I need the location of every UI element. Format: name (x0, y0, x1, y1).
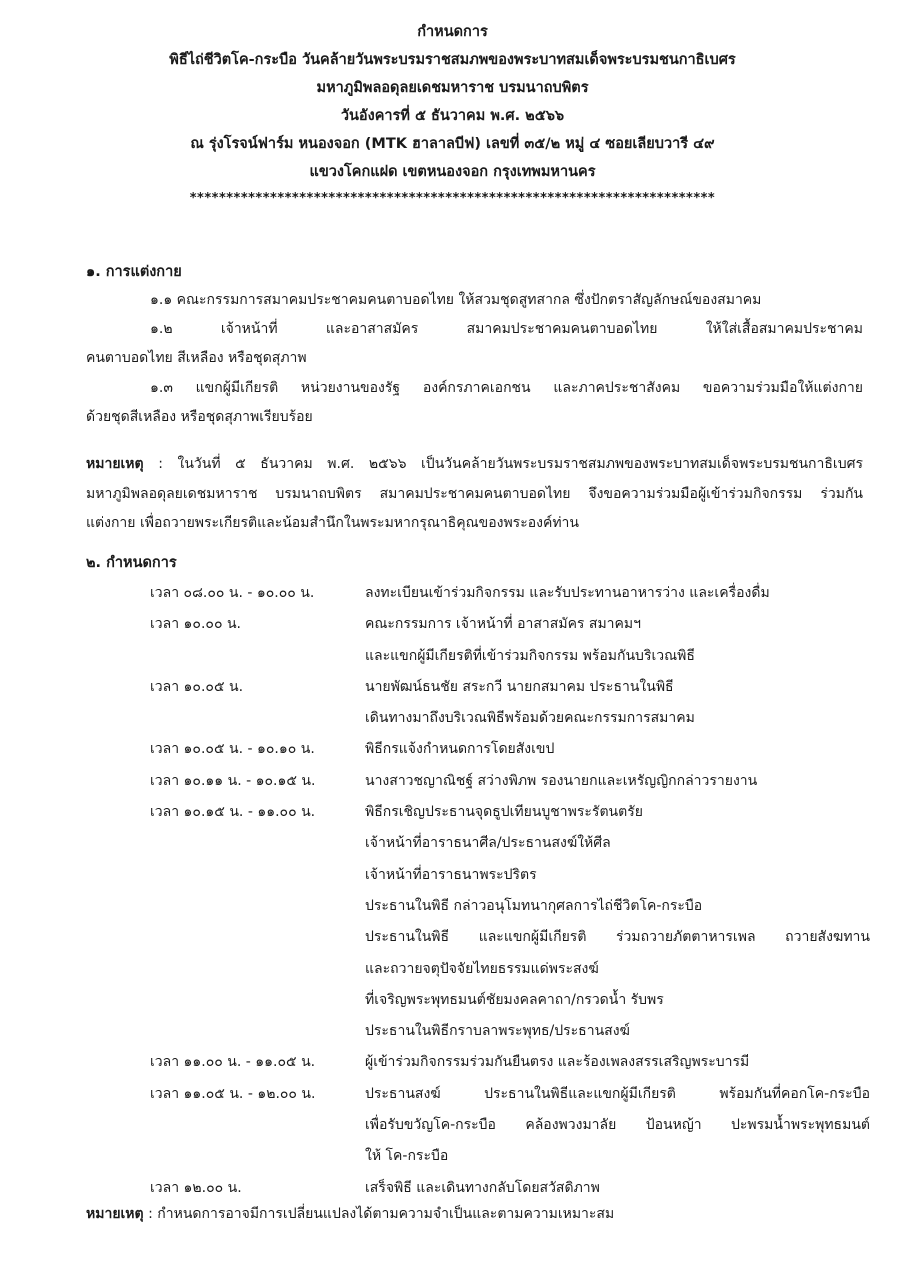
schedule-activity-line: ลงทะเบียนเข้าร่วมกิจกรรม และรับประทานอาหารว่าง และเครื่องดื่ม (365, 585, 770, 601)
schedule-row (150, 1047, 870, 1078)
schedule-row (150, 797, 870, 1047)
schedule-activity-line: ให้ โค-กระบือ (365, 1148, 449, 1165)
note-2-label: หมายเหตุ (86, 1206, 144, 1222)
schedule-activity-line: เดินทางมาถึงบริเวณพิธีพร้อมด้วยคณะกรรมการสมาคม (365, 710, 695, 727)
schedule-activity-line: เจ้าหน้าที่อาราธนาพระปริตร (365, 866, 537, 883)
note-2-text: : กำหนดการอาจมีการเปลี่ยนแปลงได้ตามความจำเป็นและตามความเหมาะสม (148, 1206, 615, 1222)
schedule-activities (365, 734, 870, 765)
schedule-row (150, 1079, 870, 1173)
note-1-line-2: มหาภูมิพลอดุลยเดชมหาราช บรมนาถบพิตร สมาคมประชาคมคนตาบอดไทย จึงขอความร่วมมือผู้เข้าร่วมกิจกรรม ร่วมกัน (86, 486, 863, 502)
schedule-activities (365, 609, 870, 672)
schedule-row (150, 578, 870, 609)
dress-item-3-line-1: ๑.๓ แขกผู้มีเกียรติ หน่วยงานของรัฐ องค์กรภาคเอกชน และภาคประชาสังคม ขอความร่วมมือให้แต่งกาย (150, 380, 863, 396)
schedule-activity-line: เพื่อรับขวัญโค-กระบือ คล้องพวงมาลัย ป้อนหญ้า ปะพรมน้ำพระพุทธมนต์ (365, 1117, 870, 1134)
schedule-activity-line: ประธานในพิธี และแขกผู้มีเกียรติ ร่วมถวายภัตตาหารเพล ถวายสังฆทาน (365, 929, 870, 946)
note-1-label: หมายเหตุ (86, 456, 144, 472)
schedule-time: เวลา ๑๑.๐๕ น. - ๑๒.๐๐ น. (150, 1085, 316, 1102)
schedule-activity-line: ผู้เข้าร่วมกิจกรรมร่วมกันยืนตรง และร้องเพลงสรรเสริญพระบารมี (365, 1054, 750, 1071)
schedule-row (150, 609, 870, 672)
schedule-activity-line: พิธีกรเชิญประธานจุดธูปเทียนบูชาพระรัตนตรัย (365, 804, 643, 821)
header-line-1: พิธีไถ่ชีวิตโค-กระบือ วันคล้ายวันพระบรมราชสมภพของพระบาทสมเด็จพระบรมชนกาธิเบศร (169, 52, 736, 68)
note-2 (86, 1200, 614, 1228)
schedule-activity-line: เสร็จพิธี และเดินทางกลับโดยสวัสดิภาพ (365, 1179, 600, 1196)
note-1-text: : ในวันที่ ๕ ธันวาคม พ.ศ. ๒๕๖๖ เป็นวันคล้ายวันพระบรมราชสมภพของพระบาทสมเด็จพระบรมชนกาธิเบศร (158, 456, 864, 472)
schedule-activities (365, 578, 870, 609)
schedule-activity-line: ที่เจริญพระพุทธมนต์ชัยมงคลคาถา/กรวดน้ำ รับพร (365, 991, 664, 1008)
schedule-time: เวลา ๑๐.๐๐ น. (150, 616, 241, 633)
schedule-activity-line: ประธานในพิธี กล่าวอนุโมทนากุศลการไถ่ชีวิตโค-กระบือ (365, 897, 703, 914)
header-line-3: วันอังคารที่ ๕ ธันวาคม พ.ศ. ๒๕๖๖ (340, 108, 565, 124)
schedule-activities (365, 766, 870, 797)
schedule-time: เวลา ๑๐.๐๕ น. - ๑๐.๑๐ น. (150, 741, 315, 758)
schedule-row (150, 766, 870, 797)
header-line-2: มหาภูมิพลอดุลยเดชมหาราช บรมนาถบพิตร (316, 80, 589, 96)
schedule-row (150, 672, 870, 735)
note-1-line-3: แต่งกาย เพื่อถวายพระเกียรติและน้อมสำนึกในพระมหากรุณาธิคุณของพระองค์ท่าน (86, 515, 579, 531)
dress-item-2-line-1: ๑.๒ เจ้าหน้าที่ และอาสาสมัคร สมาคมประชาคมคนตาบอดไทย ให้ใส่เสื้อสมาคมประชาคม (150, 321, 863, 337)
section-1-heading: ๑. การแต่งกาย (86, 264, 182, 280)
star-divider: ************************************************************************ (189, 191, 716, 206)
dress-item-1: ๑.๑ คณะกรรมการสมาคมประชาคมคนตาบอดไทย ให้สวมชุดสูทสากล ซึ่งปักตราสัญลักษณ์ของสมาคม (150, 292, 762, 308)
schedule-time: เวลา ๑๐.๑๑ น. - ๑๐.๑๕ น. (150, 772, 316, 789)
schedule-activities (365, 1047, 870, 1078)
section-2-heading: ๒. กำหนดการ (86, 555, 177, 571)
schedule-activity-line: ประธานสงฆ์ ประธานในพิธีและแขกผู้มีเกียรติ พร้อมกันที่คอกโค-กระบือ (365, 1085, 870, 1102)
schedule-activity-line: เจ้าหน้าที่อาราธนาศีล/ประธานสงฆ์ให้ศีล (365, 835, 611, 852)
schedule-activity-line: คณะกรรมการ เจ้าหน้าที่ อาสาสมัคร สมาคมฯ (365, 616, 641, 633)
dress-item-3-line-2: ด้วยชุดสีเหลือง หรือชุดสุภาพเรียบร้อย (86, 409, 313, 425)
schedule-activity-line: และถวายจตุปัจจัยไทยธรรมแด่พระสงฆ์ (365, 960, 599, 977)
schedule-activity-line: นางสาวชญาณิชฐ์ สว่างพิภพ รองนายกและเหรัญญิกกล่าวรายงาน (365, 772, 758, 789)
schedule-activities (365, 1079, 870, 1173)
header-line-5: แขวงโคกแฝด เขตหนองจอก กรุงเทพมหานคร (309, 164, 596, 180)
schedule-activities (365, 797, 870, 1047)
schedule-activities (365, 672, 870, 735)
note-1-line-1 (86, 450, 863, 478)
schedule-list (150, 578, 870, 1204)
schedule-time: เวลา ๑๐.๑๕ น. - ๑๑.๐๐ น. (150, 804, 316, 821)
schedule-time: เวลา ๑๐.๐๕ น. (150, 678, 244, 695)
schedule-activity-line: ประธานในพิธีกราบลาพระพุทธ/ประธานสงฆ์ (365, 1023, 630, 1040)
schedule-activity-line: นายพัฒน์ธนชัย สระกวี นายกสมาคม ประธานในพิธี (365, 678, 674, 695)
dress-item-2-line-2: คนตาบอดไทย สีเหลือง หรือชุดสุภาพ (86, 350, 307, 366)
schedule-time: เวลา ๑๒.๐๐ น. (150, 1179, 242, 1196)
schedule-time: เวลา ๑๑.๐๐ น. - ๑๑.๐๕ น. (150, 1054, 316, 1071)
schedule-time: เวลา ๐๘.๐๐ น. - ๑๐.๐๐ น. (150, 585, 315, 601)
schedule-activity-line: พิธีกรแจ้งกำหนดการโดยสังเขป (365, 741, 555, 758)
document-header (0, 18, 905, 212)
document-title: กำหนดการ (417, 24, 488, 40)
schedule-row (150, 734, 870, 765)
header-line-4: ณ รุ่งโรจน์ฟาร์ม หนองจอก (MTK ฮาลาลบีฟ) เลขที่ ๓๕/๒ หมู่ ๔ ซอยเลียบวารี ๔๙ (190, 136, 715, 152)
schedule-activity-line: และแขกผู้มีเกียรติที่เข้าร่วมกิจกรรม พร้อมกันบริเวณพิธี (365, 647, 695, 664)
